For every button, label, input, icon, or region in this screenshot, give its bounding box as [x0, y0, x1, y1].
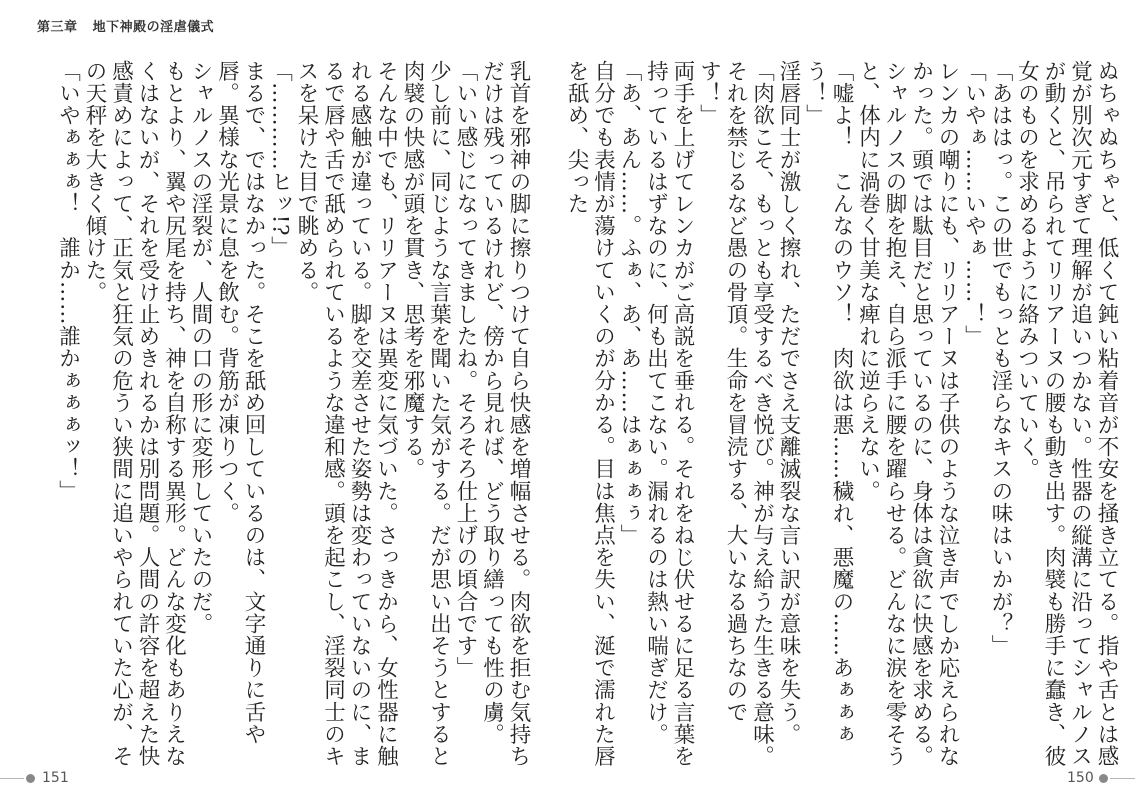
paragraph: 「いやぁぁぁ！ 誰か……誰かぁぁぁッ！」: [55, 60, 81, 502]
paragraph: 「あ、あん……。ふぁ、あ、あ……はぁぁぁぅ」: [617, 60, 642, 547]
paragraph: 両手を上げてレンカがご高説を垂れる。それをねじ伏せるに足る言葉を持っているはずなのに、何も出てこない。漏れるのは熱い喘ぎだけ。: [643, 60, 695, 768]
chapter-header: [37, 16, 214, 35]
paragraph: 「いい感じになってきましたね。そろそろ仕上げの頃合です」: [453, 60, 478, 679]
paragraph: そんな中でも、リリアーヌは異変に気づいた。さっきから、女性器に触れる感触が違っている。脚を交差させた姿勢は変わっていないのに、まるで唇や舌で舐められているような違和感。頭を起こし、淫裂同士のキスを呆けた目で眺める。: [294, 60, 399, 768]
left-page-text: [34, 60, 531, 775]
paragraph: レンカの嘲りにも、リリアーヌは子供のような泣き声でしか応えられなかった。頭では駄目だと思っているのに、身体は貪欲に快感を求める。シャルノスの脚を抱え、自ら派手に腰を躍らせる。どんなに涙を零そうと、体内に渦巻く甘美な痺れに逆らえない。: [855, 60, 960, 768]
footer-rule-left: [0, 778, 24, 779]
paragraph: 「嘘よ！ こんなのウソ！ 肉欲は悪……穢れ、悪魔の……あぁぁぁう！」: [802, 60, 854, 746]
chapter-title: 地下神殿の淫虐儀式: [92, 20, 215, 35]
paragraph: 淫唇同士が激しく擦れ、ただでさえ支離滅裂な言い訳が意味を失う。: [776, 60, 801, 746]
page-number-right: 150: [1067, 770, 1094, 786]
chapter-number: 第三章: [37, 20, 78, 35]
paragraph: ぬちゃぬちゃと、低くて鈍い粘着音が不安を掻き立てる。指や舌とは感覚が別次元すぎて理解が追いつかない。性器の縦溝に沿ってシャルノスが動くと、吊られてリリアーヌの腰も動き出す。肉襞も勝手に蠢き、彼女のものを求めるように絡みついていく。: [1014, 60, 1119, 768]
paragraph: 自分でも表情が蕩けていくのが分かる。目は焦点を失い、涎で濡れた唇を舐め、尖った: [564, 60, 616, 768]
paragraph: 「肉欲こそ、もっとも享受するべき悦び。神が与え給うた生きる意味。それを禁じるなど愚の骨頂。生命を冒涜する、大いなる過ちなのです！」: [696, 60, 775, 768]
paragraph: 「いやぁ……いやぁ……！」: [961, 60, 987, 348]
paragraph: 「…………ヒッ!?」: [267, 60, 293, 259]
right-page-text: [564, 60, 1119, 775]
paragraph: まるで、ではなかった。そこを舐め回しているのは、文字通りに舌や唇。異様な光景に息を飲む。背筋が凍りつく。: [214, 60, 266, 746]
page-number-left: 151: [42, 770, 69, 786]
footer-rule-right: [1110, 778, 1135, 779]
page-marker-dot-right: [1099, 774, 1108, 783]
paragraph: 少し前に、同じような言葉を聞いた気がする。だが思い出そうとすると肉襞の快感が頭を貫き、思考を邪魔する。: [400, 60, 452, 768]
paragraph: シャルノスの淫裂が、人間の口の形に変形していたのだ。: [188, 60, 213, 635]
paragraph: もとより、翼や尻尾を持ち、神を自称する異形。どんな変化もありえなくはないが、それを受け止めきれるかは別問題。人間の許容を超えた快感責めによって、正気と狂気の危うい狭間に追いやられていた心が、その天秤を大きく傾けた。: [82, 60, 187, 768]
page-marker-dot-left: [26, 774, 35, 783]
paragraph: 「あははっ。この世でもっとも淫らなキスの味はいかが？」: [988, 60, 1013, 657]
paragraph: 乳首を邪神の脚に擦りつけて自ら快感を増幅させる。肉欲を拒む気持ちだけは残っているけれど、傍から見れば、どう取り繕っても性の虜。: [479, 60, 531, 768]
